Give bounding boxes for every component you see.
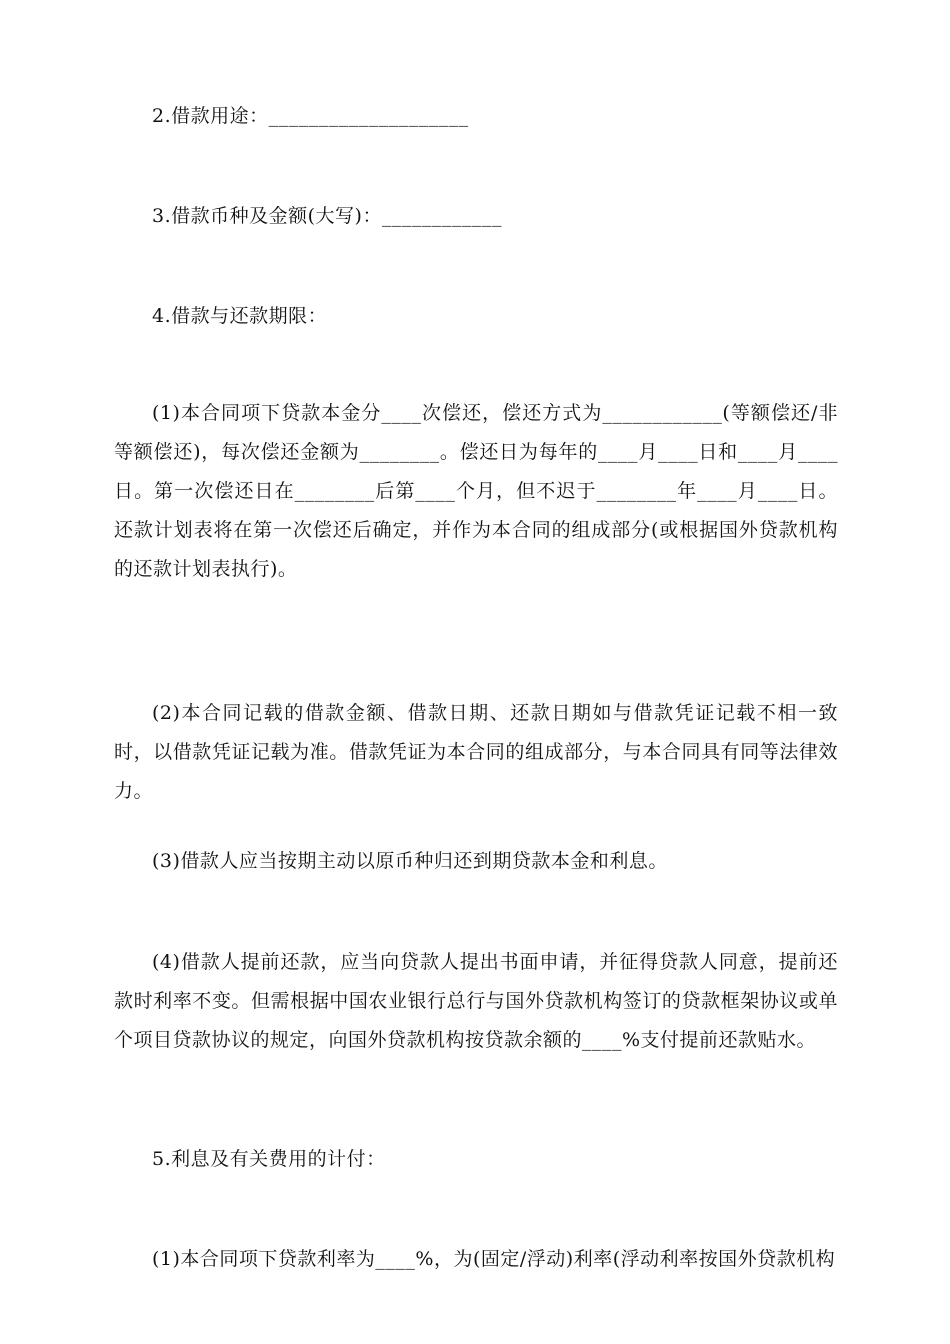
clause-2-loan-purpose: 2.借款用途：____________________ xyxy=(152,105,469,127)
clause-4-3-repayment-currency: (3)借款人应当按期主动以原币种归还到期贷款本金和利息。 xyxy=(152,850,668,872)
clause-4-2-loan-voucher: (2)本合同记载的借款金额、借款日期、还款日期如与借款凭证记载不相一致时，以借款凭证记载为准。借款凭证为本合同的组成部分，与本合同具有同等法律效力。 xyxy=(114,702,838,802)
clause-3-currency-amount: 3.借款币种及金额(大写)：____________ xyxy=(152,205,502,227)
clause-5-1-interest-rate: (1)本合同项下贷款利率为____%，为(固定/浮动)利率(浮动利率按国外贷款机构 xyxy=(152,1248,836,1270)
clause-5-heading: 5.利息及有关费用的计付： xyxy=(152,1148,386,1170)
clause-4-1-repayment-schedule: (1)本合同项下贷款本金分____次偿还，偿还方式为____________(等额偿还/非等额偿还)，每次偿还金额为________。偿还日为每年的____月____日和____月____日。第一次偿还日在________后第____个月，但不迟于________年____月____日。还款计划表将在第一次偿还后确定，并作为本合同的组成部分(或根据国外贷款机构的还款计划表执行)。 xyxy=(114,402,838,580)
clause-4-heading: 4.借款与还款期限： xyxy=(152,305,328,327)
clause-4-4-early-repayment: (4)借款人提前还款，应当向贷款人提出书面申请，并征得贷款人同意，提前还款时利率不变。但需根据中国农业银行总行与国外贷款机构签订的贷款框架协议或单个项目贷款协议的规定，向国外贷款机构按贷款余额的____%支付提前还款贴水。 xyxy=(114,951,838,1051)
